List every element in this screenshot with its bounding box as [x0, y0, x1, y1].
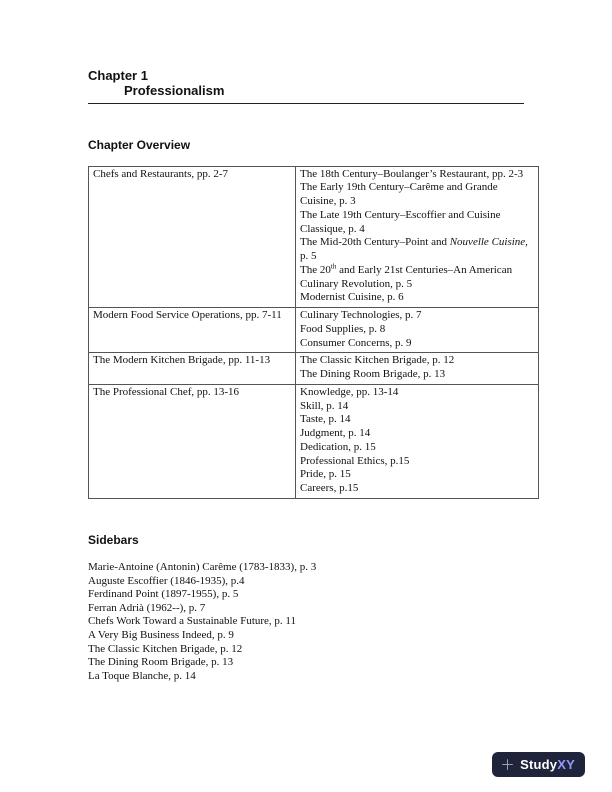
table-row	[89, 353, 539, 385]
logo-text	[520, 757, 575, 772]
topic-cell: Chefs and Restaurants, pp. 2-7	[89, 166, 296, 308]
title-divider	[88, 103, 524, 104]
sidebar-item: The Dining Room Brigade, p. 13	[88, 656, 234, 669]
subtopics-cell	[296, 384, 539, 498]
subtopic-line: The Early 19th Century–Carême and Grande Cuisine, p. 3	[300, 181, 498, 208]
sidebar-item: A Very Big Business Indeed, p. 9	[88, 629, 234, 642]
sidebars-list	[88, 561, 526, 684]
sidebars-heading: Sidebars	[88, 532, 139, 547]
logo-text-primary: Study	[520, 757, 558, 772]
subtopic-line: Food Supplies, p. 8	[300, 322, 386, 335]
subtopic-line: Pride, p. 15	[300, 468, 351, 481]
subtopic-line: The Dining Room Brigade, p. 13	[300, 368, 446, 381]
table-row	[89, 166, 539, 308]
subtopics-cell	[296, 166, 539, 308]
topic-cell: Modern Food Service Operations, pp. 7-11	[89, 308, 296, 353]
subtopic-line: The 20th and Early 21st Centuries–An American Culinary Revolution, p. 5	[300, 262, 513, 290]
chapter-heading	[88, 68, 526, 99]
sidebar-item: Ferdinand Point (1897-1955), p. 5	[88, 588, 239, 601]
chapter-overview-table	[88, 166, 539, 499]
overview-table-body	[89, 166, 539, 498]
chapter-title: Professionalism	[124, 83, 225, 99]
subtopic-line: Knowledge, pp. 13-14	[300, 385, 399, 398]
sidebar-item: Ferran Adrià (1962--), p. 7	[88, 601, 206, 614]
subtopic-line: Modernist Cuisine, p. 6	[300, 291, 404, 304]
subtopic-line: Judgment, p. 14	[300, 427, 371, 440]
subtopic-line: Culinary Technologies, p. 7	[300, 309, 422, 322]
table-row	[89, 308, 539, 353]
overview-heading: Chapter Overview	[88, 137, 191, 152]
table-row	[89, 384, 539, 498]
subtopic-line: The Late 19th Century–Escoffier and Cuisine Classique, p. 4	[300, 208, 501, 235]
chapter-number: Chapter 1	[88, 68, 148, 83]
sidebar-item: Chefs Work Toward a Sustainable Future, p. 11	[88, 615, 297, 628]
document-page	[88, 68, 526, 684]
subtopic-line: Careers, p.15	[300, 482, 359, 495]
subtopics-cell	[296, 353, 539, 385]
subtopic-line: Skill, p. 14	[300, 399, 349, 412]
topic-cell: The Professional Chef, pp. 13-16	[89, 384, 296, 498]
subtopic-line: Taste, p. 14	[300, 413, 351, 426]
sidebar-item: The Classic Kitchen Brigade, p. 12	[88, 642, 243, 655]
subtopic-line: The Mid-20th Century–Point and Nouvelle Cuisine, p. 5	[300, 236, 528, 263]
subtopic-line: Professional Ethics, p.15	[300, 454, 410, 467]
sidebar-item: Marie-Antoine (Antonin) Carême (1783-1833), p. 3	[88, 560, 317, 573]
subtopic-line: Consumer Concerns, p. 9	[300, 336, 412, 349]
sidebar-item: La Toque Blanche, p. 14	[88, 669, 196, 682]
subtopic-line: Dedication, p. 15	[300, 440, 376, 453]
sidebar-item: Auguste Escoffier (1846-1935), p.4	[88, 574, 245, 587]
subtopics-cell	[296, 308, 539, 353]
studyxy-logo	[492, 752, 585, 777]
plus-icon	[500, 757, 515, 772]
subtopic-line: The Classic Kitchen Brigade, p. 12	[300, 354, 455, 367]
logo-text-secondary: XY	[557, 757, 575, 772]
topic-cell: The Modern Kitchen Brigade, pp. 11-13	[89, 353, 296, 385]
subtopic-line: The 18th Century–Boulanger’s Restaurant, pp. 2-3	[300, 167, 524, 180]
